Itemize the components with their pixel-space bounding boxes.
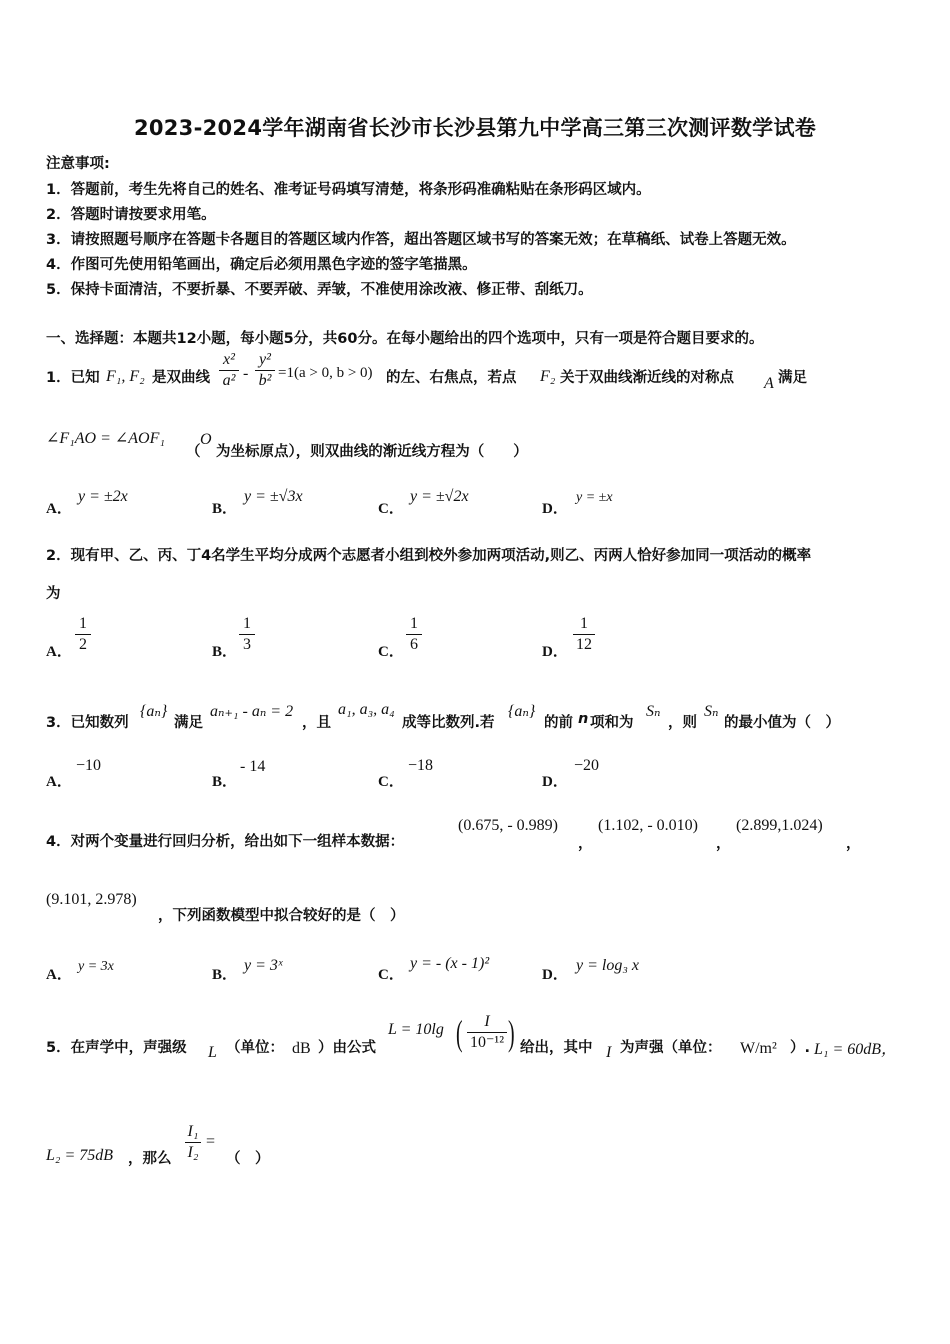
q1-option-b: y = ±√3x: [244, 488, 303, 505]
note-item-2: 2．答题时请按要求用笔。: [46, 207, 216, 223]
q2-option-a: 1 2: [74, 614, 92, 655]
q1-option-a-label: A．: [46, 501, 72, 517]
q1-math-foci: F₁, F₂: [106, 368, 145, 385]
q1-frac-y: y² b²: [254, 350, 276, 391]
q1-option-d: y = ±x: [576, 490, 613, 505]
q5-text-7: ，那么: [128, 1151, 172, 1167]
q5-text-5: 为声强（单位：: [620, 1040, 722, 1056]
q2-option-b: 1 3: [238, 614, 256, 655]
q1-minus: -: [243, 365, 249, 382]
q3-text-2: 满足: [174, 715, 203, 731]
q4-point-1: (0.675, - 0.989): [458, 817, 558, 834]
note-item-1: 1．答题前，考生先将自己的姓名、准考证号码填写清楚，将条形码准确粘贴在条形码区域内。: [46, 182, 651, 198]
q5-paren-left: (: [456, 1013, 463, 1053]
q1-frac-x: x² a²: [218, 350, 240, 391]
q5-math-unit: W/m²: [740, 1040, 777, 1057]
q3-text-n: n: [578, 711, 589, 727]
q4-comma-3: ，: [846, 836, 861, 852]
note-item-5: 5．保持卡面清洁，不要折暴、不要弄破、弄皱，不准使用涂改液、修正带、刮纸刀。: [46, 282, 593, 298]
q5-paren-right: ): [508, 1013, 515, 1053]
q5-math-L: L: [208, 1044, 217, 1061]
q1-option-a: y = ±2x: [78, 488, 128, 505]
q2-option-c: 1 6: [405, 614, 423, 655]
q3-text-9: 的最小值为（ ）: [724, 715, 840, 731]
q3-option-a-label: A．: [46, 774, 72, 790]
section-heading: 一、选择题：本题共12小题，每小题5分，共60分。在每小题给出的四个选项中，只有一项是符合题目要求的。: [46, 331, 764, 347]
q1-option-c-label: C．: [378, 501, 404, 517]
q4-option-a: y = 3x: [78, 959, 114, 974]
q1-math-a: A: [764, 375, 774, 392]
q1-text-4: 关于双曲线渐近线的对称点: [560, 370, 734, 386]
q1-option-c: y = ±√2x: [410, 488, 469, 505]
q5-ratio-fraction: I₁ I₂: [184, 1122, 202, 1163]
q5-math-L1: L₁ = 60dB，: [814, 1041, 898, 1058]
q5-text-8: （ ）: [226, 1151, 270, 1167]
q3-math-an: {aₙ}: [140, 703, 168, 720]
q4-option-c: y = - (x - 1)²: [410, 955, 490, 972]
q4-option-d: y = log₃ x: [576, 957, 640, 974]
q3-math-sn-2: Sₙ: [704, 703, 719, 720]
q4-option-b: y = 3ˣ: [244, 957, 283, 974]
q5-math-formula: L = 10lg: [388, 1021, 444, 1038]
q1-text-1: 1．已知: [46, 370, 100, 386]
q1-math-f2: F₂: [540, 368, 556, 385]
page-title: 2023-2024学年湖南省长沙市长沙县第九中学高三第三次测评数学试卷: [133, 116, 817, 140]
q5-formula-fraction: I 10⁻¹²: [466, 1012, 508, 1053]
q4-option-d-label: D．: [542, 967, 568, 983]
q3-option-c: −18: [408, 757, 434, 774]
q5-math-I: I: [606, 1044, 612, 1061]
q3-text-1: 3．已知数列: [46, 715, 129, 731]
q1-text-2: 是双曲线: [152, 370, 210, 386]
note-item-3: 3．请按照题号顺序在答题卡各题目的答题区域内作答，超出答题区域书写的答案无效；在草稿纸、试卷上答题无效。: [46, 232, 796, 248]
q3-option-d-label: D．: [542, 774, 568, 790]
q5-text-6: ）.: [790, 1040, 811, 1056]
q3-math-sn: Sₙ: [646, 703, 661, 720]
q5-math-dB: dB: [292, 1040, 311, 1057]
notes-heading: 注意事项:: [46, 156, 110, 172]
note-item-4: 4．作图可先使用铅笔画出，确定后必须用黑色字迹的签字笔描黑。: [46, 257, 477, 273]
q3-option-b-label: B．: [212, 774, 238, 790]
q4-text-1: 4．对两个变量进行回归分析，给出如下一组样本数据：: [46, 834, 405, 850]
q3-math-recurrence: aₙ₊₁ - aₙ = 2: [210, 703, 294, 720]
q2-option-b-label: B．: [212, 644, 238, 660]
q5-math-equals: =: [206, 1133, 216, 1150]
q2-option-d: 1 12: [572, 614, 596, 655]
q3-option-c-label: C．: [378, 774, 404, 790]
q5-text-1: 5．在声学中，声强级: [46, 1040, 187, 1056]
q3-option-a: −10: [76, 757, 102, 774]
q1-text-3: 的左、右焦点，若点: [386, 370, 517, 386]
q1-text-7: 为坐标原点），则双曲线的渐近线方程为（ ）: [216, 444, 528, 460]
q3-option-b: - 14: [240, 758, 266, 775]
q4-comma-2: ，: [716, 836, 731, 852]
q2-text-2: 为: [46, 586, 61, 602]
q5-text-2: （单位：: [226, 1040, 284, 1056]
q3-text-8: ，则: [668, 715, 697, 731]
q3-text-5: 的前: [544, 715, 573, 731]
q5-text-4: 给出，其中: [520, 1040, 593, 1056]
q4-option-a-label: A．: [46, 967, 72, 983]
q4-text-2: ，下列函数模型中拟合较好的是（ ）: [158, 908, 405, 924]
q3-math-terms: a₁, a₃, a₄: [338, 701, 395, 718]
q2-option-c-label: C．: [378, 644, 404, 660]
q4-point-3: (2.899,1.024): [736, 817, 823, 834]
q3-option-d: −20: [574, 757, 600, 774]
q1-text-5: 满足: [778, 370, 807, 386]
q3-math-an-2: {aₙ}: [508, 703, 536, 720]
q4-option-c-label: C．: [378, 967, 404, 983]
q2-option-d-label: D．: [542, 644, 568, 660]
q1-math-o: O: [200, 431, 212, 448]
q3-text-3: ，且: [302, 715, 331, 731]
q3-text-7: 项和为: [590, 715, 634, 731]
q4-option-b-label: B．: [212, 967, 238, 983]
q4-point-2: (1.102, - 0.010): [598, 817, 698, 834]
q5-math-L2: L₂ = 75dB: [46, 1147, 114, 1164]
q1-option-d-label: D．: [542, 501, 568, 517]
q1-text-6: （: [186, 444, 201, 460]
q3-text-4: 成等比数列.若: [402, 715, 495, 731]
q1-math-condition: =1(a > 0, b > 0): [278, 365, 373, 381]
q4-comma-1: ，: [578, 836, 593, 852]
q5-text-3: ）由公式: [318, 1040, 376, 1056]
q2-option-a-label: A．: [46, 644, 72, 660]
q2-text: 2．现有甲、乙、丙、丁4名学生平均分成两个志愿者小组到校外参加两项活动,则乙、丙两人恰好参加同一项活动的概率: [46, 548, 812, 564]
q1-math-angle: ∠F₁AO = ∠AOF₁: [46, 430, 165, 447]
q4-point-4: (9.101, 2.978): [46, 891, 137, 908]
q1-option-b-label: B．: [212, 501, 238, 517]
